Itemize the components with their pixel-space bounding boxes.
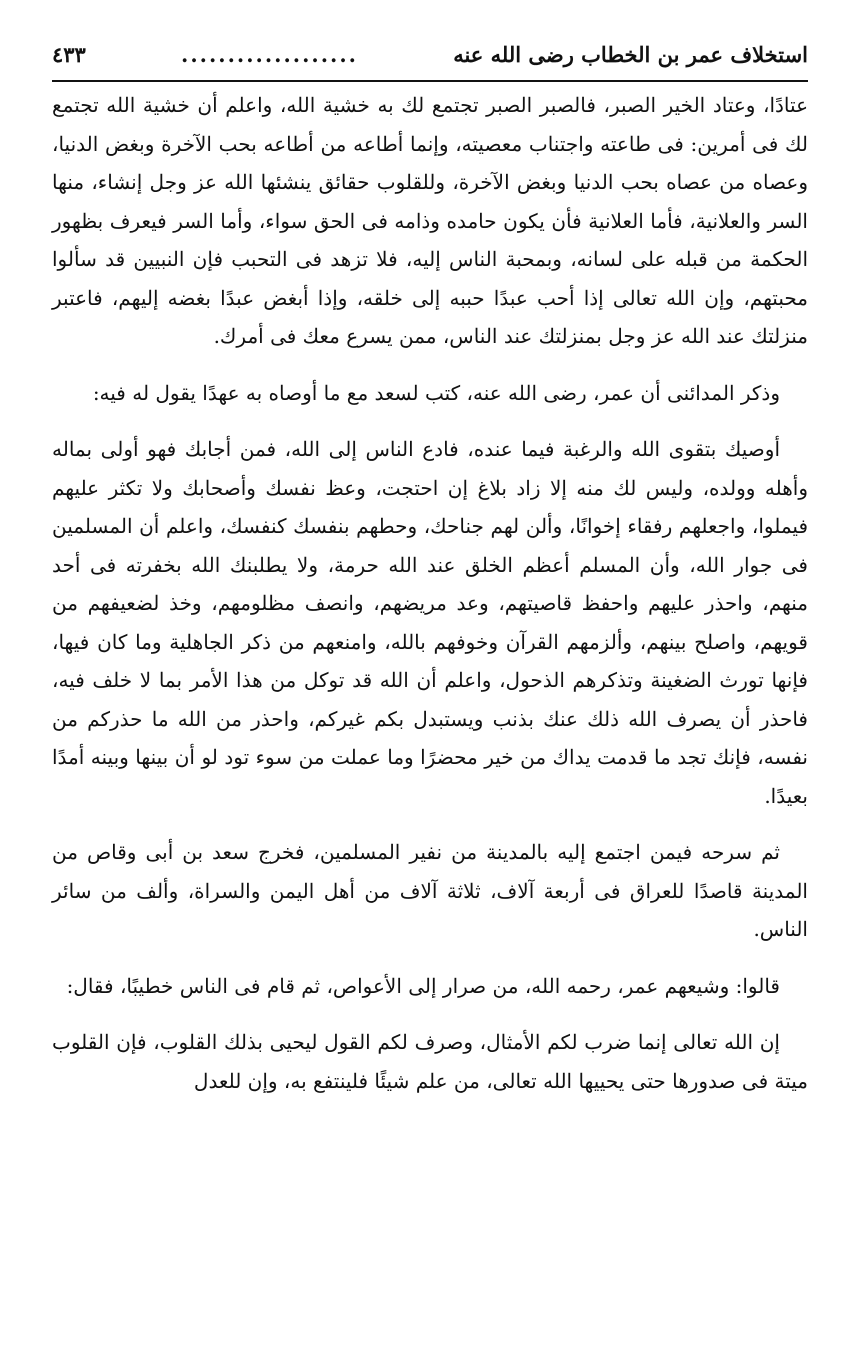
leader-dots: ................... <box>181 42 358 67</box>
paragraph: أوصيك بتقوى الله والرغبة فيما عنده، فادع الناس إلى الله، فمن أجابك فهو أولى بماله وأهله وولده، وليس لك منه إلا زاد بلاغ إن احتجت، وعظ نفسك وأصحابك ولا تكثر عليهم فيملوا، واجعلهم رفقاء إخوانًا، وألن لهم جناحك، وحطهم بنفسك كنفسك، واعلم أن المسلمين فى جوار الله، وأن المسلم أعظم الخلق عند الله حرمة، ولا يطلبنك الله بخفرته فى أحد منهم، واحذر عليهم واحفظ قاصيتهم، وعد مريضهم، وانصف مظلومهم، وخذ لضعيفهم من قويهم، واصلح بينهم، وألزمهم القرآن وخوفهم بالله، وامنعهم من ذكر الجاهلية وما كان فيها، فإنها تورث الضغينة وتذكرهم الذحول، واعلم أن الله قد توكل من هذا الأمر بما لا خلف فيه، فاحذر أن يصرف الله ذلك عنك بذنب ويستبدل بكم غيركم، واحذر من الله ما حذركم من نفسه، فإنك تجد ما قدمت يداك من خير محضرًا وما عملت من سوء تود لو أن بينها وبينه أمدًا بعيدًا. <box>52 437 808 808</box>
paragraph: إن الله تعالى إنما ضرب لكم الأمثال، وصرف لكم القول ليحيى بذلك القلوب، فإن القلوب ميتة فى صدورها حتى يحييها الله تعالى، من علم شيئًا فلينتفع به، وإن للعدل <box>52 1030 808 1093</box>
paragraph: وذكر المدائنى أن عمر، رضى الله عنه، كتب لسعد مع ما أوصاه به عهدًا يقول له فيه: <box>92 380 780 405</box>
paragraph: قالوا: وشيعهم عمر، رحمه الله، من صرار إلى الأعواص، ثم قام فى الناس خطيبًا، فقال: <box>66 973 780 998</box>
running-header <box>52 42 808 80</box>
paragraph: عتادًا، وعتاد الخير الصبر، فالصبر الصبر تجتمع لك به خشية الله، واعلم أن خشية الله تجتمع لك فى أمرين: فى طاعته واجتناب معصيته، وإنما أطاعه من أطاعه بحب الآخرة وبغض الدنيا، وعصاه من عصاه بحب الدنيا وبغض الآخرة، وللقلوب حقائق ينشئها الله عز وجل إنشاء، منها السر والعلانية، فأما العلانية فأن يكون حامده وذامه فى الحق سواء، وأما السر فيعرف بظهور الحكمة من قبله على لسانه، وبمحبة الناس إليه، فلا تزهد فى التحبب فإن النبيين قد سألوا محبتهم، وإن الله تعالى إذا أحب عبدًا حببه إلى خلقه، وإذا أبغض عبدًا بغضه إليهم، فاعتبر منزلتك عند الله عز وجل بمنزلتك عند الناس، ممن يسرع معك فى أمرك. <box>52 93 808 348</box>
page-body <box>52 86 808 1100</box>
paragraph: ثم سرحه فيمن اجتمع إليه بالمدينة من نفير المسلمين، فخرج سعد بن أبى وقاص من المدينة قاصدًا للعراق فى أربعة آلاف، ثلاثة آلاف من أهل اليمن والسراة، وألف من سائر الناس. <box>52 840 808 941</box>
chapter-title: استخلاف عمر بن الخطاب رضى الله عنه <box>453 42 808 67</box>
header-rule <box>52 80 808 82</box>
page-number: ٤٣٣ <box>52 42 86 67</box>
book-page <box>52 42 808 1118</box>
